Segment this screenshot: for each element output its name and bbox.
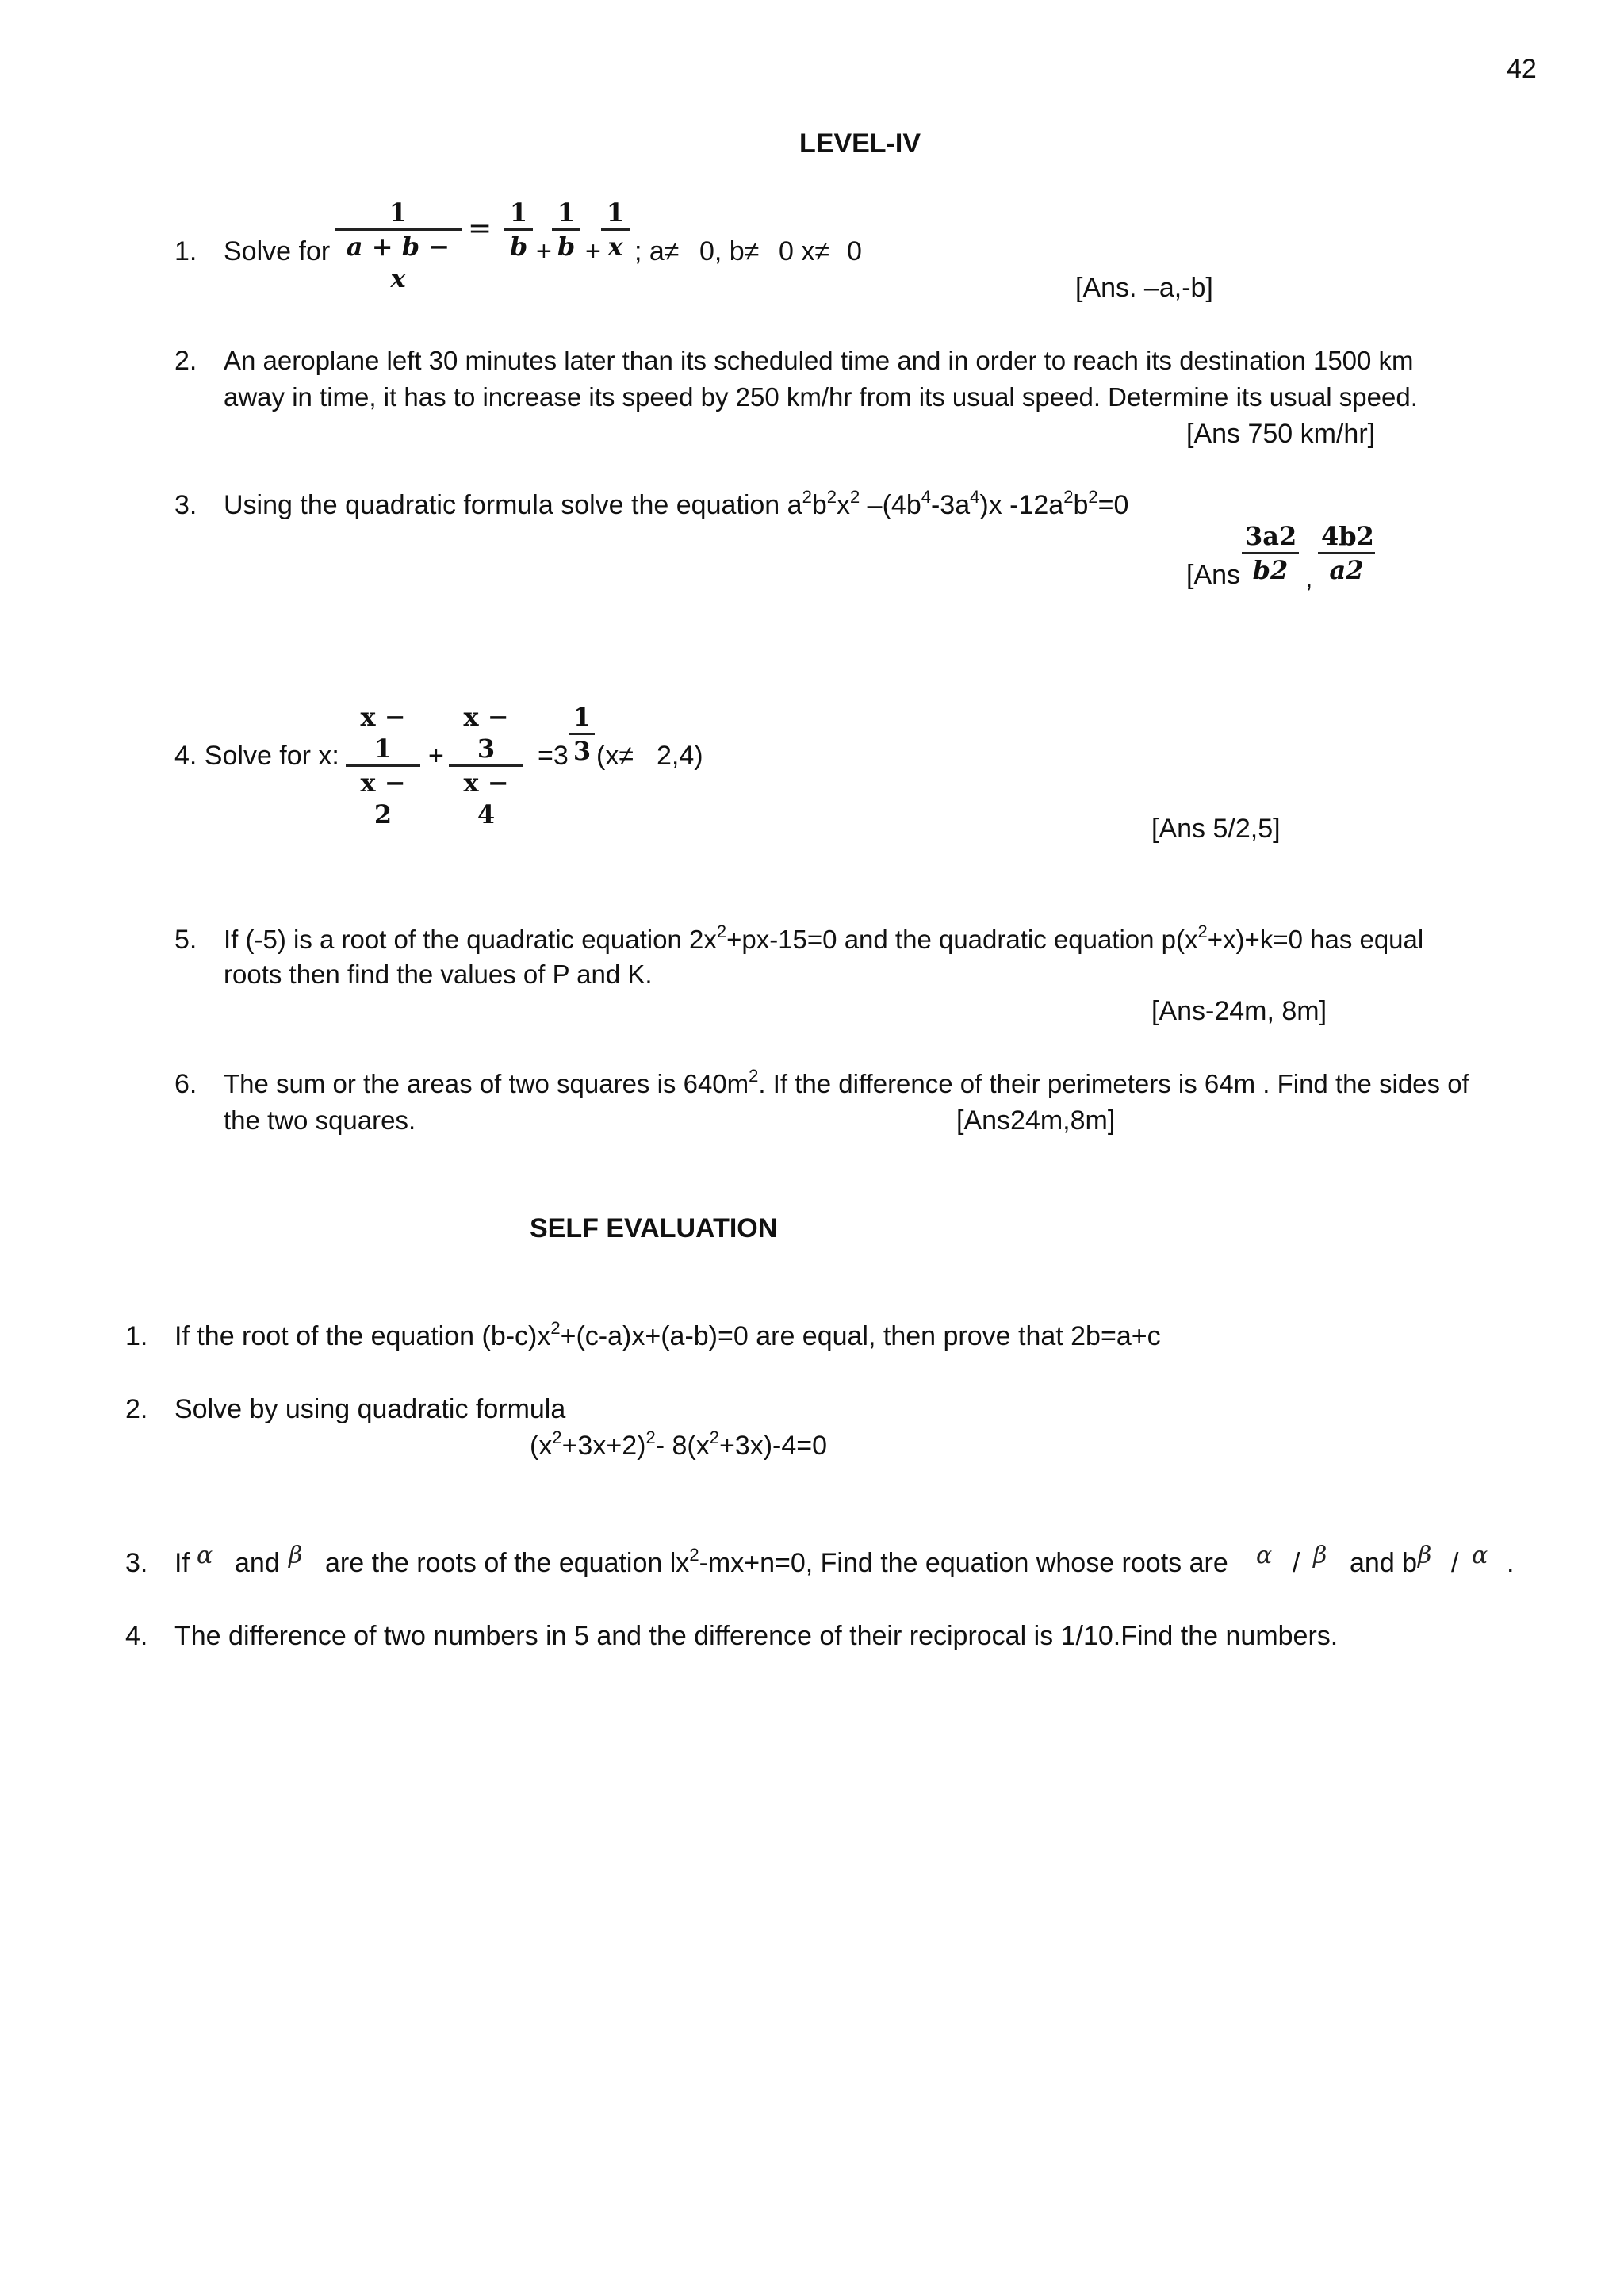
se1-text: If the root of the equation $(b-c)x^2+(c-a)x+(a-b)=0$ are equal, then prove that 2b=a+c (174, 1318, 1161, 1351)
q6-answer: [Ans24m,8m] (956, 1105, 1116, 1136)
se3-slash-2: / (1451, 1548, 1459, 1578)
q3-answer-prefix: [Ans (1186, 560, 1241, 590)
q1-r2-numerator: 1 (557, 197, 576, 228)
q2-number: 2. (174, 346, 197, 376)
level-heading: LEVEL-IV (799, 128, 921, 159)
q3-f2-denominator: a2 (1318, 552, 1375, 586)
alpha-symbol-3: α (1472, 1542, 1488, 1569)
q1-r3-denominator: x (601, 228, 630, 262)
q1-condition-x: 0 x≠ (779, 236, 830, 266)
q4-f1-numerator: x − 1 (360, 702, 406, 764)
se3-number: 3. (125, 1548, 148, 1578)
q4-fraction-2 (449, 701, 523, 830)
se3-and: and (235, 1548, 280, 1578)
q1-condition-b: 0, b≠ (699, 236, 760, 266)
q4-f3-numerator: 1 (573, 702, 592, 732)
q4-f2-numerator: x − 3 (463, 702, 509, 764)
q1-r1-denominator: b (504, 228, 533, 262)
se2-text: Solve by using quadratic formula (174, 1394, 566, 1424)
q1-lhs-denominator: a + b − x (335, 228, 462, 294)
q5-number: 5. (174, 925, 197, 955)
q3-f2-numerator: 4b2 (1321, 521, 1374, 551)
q4-f2-denominator: x − 4 (449, 764, 523, 830)
beta-symbol-3: β (1418, 1542, 1432, 1569)
q1-plus-1: + (536, 236, 552, 266)
q4-condition-b: 2,4) (657, 741, 703, 771)
self-evaluation-heading: SELF EVALUATION (530, 1213, 778, 1243)
q6-line-1: The sum or the areas of two squares is $640m^2$. If the difference of their perimeters is 64m . Find the sides of (224, 1066, 1469, 1098)
q4-fraction-3 (569, 701, 595, 767)
q1-rhs-fraction-3 (601, 197, 630, 262)
q6-line-2: the two squares. (224, 1105, 416, 1135)
beta-symbol: β (289, 1542, 303, 1569)
q2-line-1: An aeroplane left 30 minutes later than its scheduled time and in order to reach its destination 1500 km (224, 346, 1414, 375)
q4-equals-three: =3 (538, 741, 569, 771)
q3-number: 3. (174, 490, 197, 520)
se3-slash-1: / (1293, 1548, 1300, 1578)
q5-answer: [Ans-24m, 8m] (1151, 996, 1327, 1026)
q3-f1-numerator: 3a2 (1245, 521, 1297, 551)
q4-plus: + (428, 741, 444, 771)
alpha-symbol: α (197, 1542, 213, 1569)
q1-condition-zero: 0 (847, 236, 862, 266)
q4-f1-denominator: x − 2 (346, 764, 420, 830)
se2-number: 2. (125, 1394, 148, 1424)
q2-answer: [Ans 750 km/hr] (1186, 419, 1376, 449)
q1-condition-a: ; a≠ (634, 236, 680, 266)
q1-number: 1. (174, 236, 197, 266)
se3-and-b: and b (1350, 1548, 1418, 1578)
q4-condition-a: (x≠ (596, 741, 634, 771)
q1-lhs-numerator: 1 (389, 197, 408, 228)
q1-rhs-fraction-2 (552, 197, 580, 262)
page-number: 42 (1507, 54, 1537, 84)
q3-answer-fraction-2 (1318, 520, 1375, 586)
se4-text: The difference of two numbers in 5 and the difference of their reciprocal is 1/10.Find the numbers. (174, 1621, 1339, 1651)
q1-lhs-fraction (335, 197, 462, 294)
se3-period: . (1507, 1548, 1515, 1578)
alpha-symbol-2: α (1256, 1542, 1273, 1569)
q1-answer: [Ans. –a,-b] (1075, 273, 1213, 303)
q1-r1-numerator: 1 (509, 197, 528, 228)
q4-f3-denominator: 3 (569, 733, 595, 767)
q1-equals: = (468, 213, 492, 245)
se4-number: 4. (125, 1621, 148, 1651)
q4-fraction-1 (346, 701, 420, 830)
q1-r3-numerator: 1 (606, 197, 625, 228)
q3-answer-fraction-1 (1242, 520, 1299, 586)
q6-number: 6. (174, 1069, 197, 1099)
se3-text: are the roots of the equation $lx^2-mx+n=0$, Find the equation whose roots are (325, 1545, 1228, 1578)
se2-equation: $(x^2+3x+2)^2-$ $8(x^2+3x)-4=0$ (530, 1427, 828, 1461)
q3-equation: Using the quadratic formula solve the equation $a^2b^2x^2$ $-(4b^4-3a^4)x$ $-12a^2b^2=0$ (224, 487, 1129, 520)
se1-number: 1. (125, 1321, 148, 1351)
q3-f1-denominator: b2 (1242, 552, 1299, 586)
q4-label: 4. Solve for x: (174, 741, 339, 771)
se3-if: If (174, 1548, 190, 1578)
q5-line-1: If (-5) is a root of the quadratic equation $2x^2+px-15=0$ and the quadratic equation $p(x^2+x)+k=0$ has equal (224, 921, 1424, 954)
q1-plus-2: + (585, 236, 601, 266)
q1-prefix: Solve for (224, 236, 331, 266)
q1-r2-denominator: b (552, 228, 580, 262)
q4-answer: [Ans 5/2,5] (1151, 814, 1281, 844)
q5-line-2: roots then find the values of P and K. (224, 960, 653, 989)
q2-line-2: away in time, it has to increase its speed by 250 km/hr from its usual speed. Determine its usual speed. (224, 382, 1418, 412)
beta-symbol-2: β (1313, 1542, 1327, 1569)
q1-rhs-fraction-1 (504, 197, 533, 262)
q3-answer-comma: , (1305, 563, 1313, 593)
